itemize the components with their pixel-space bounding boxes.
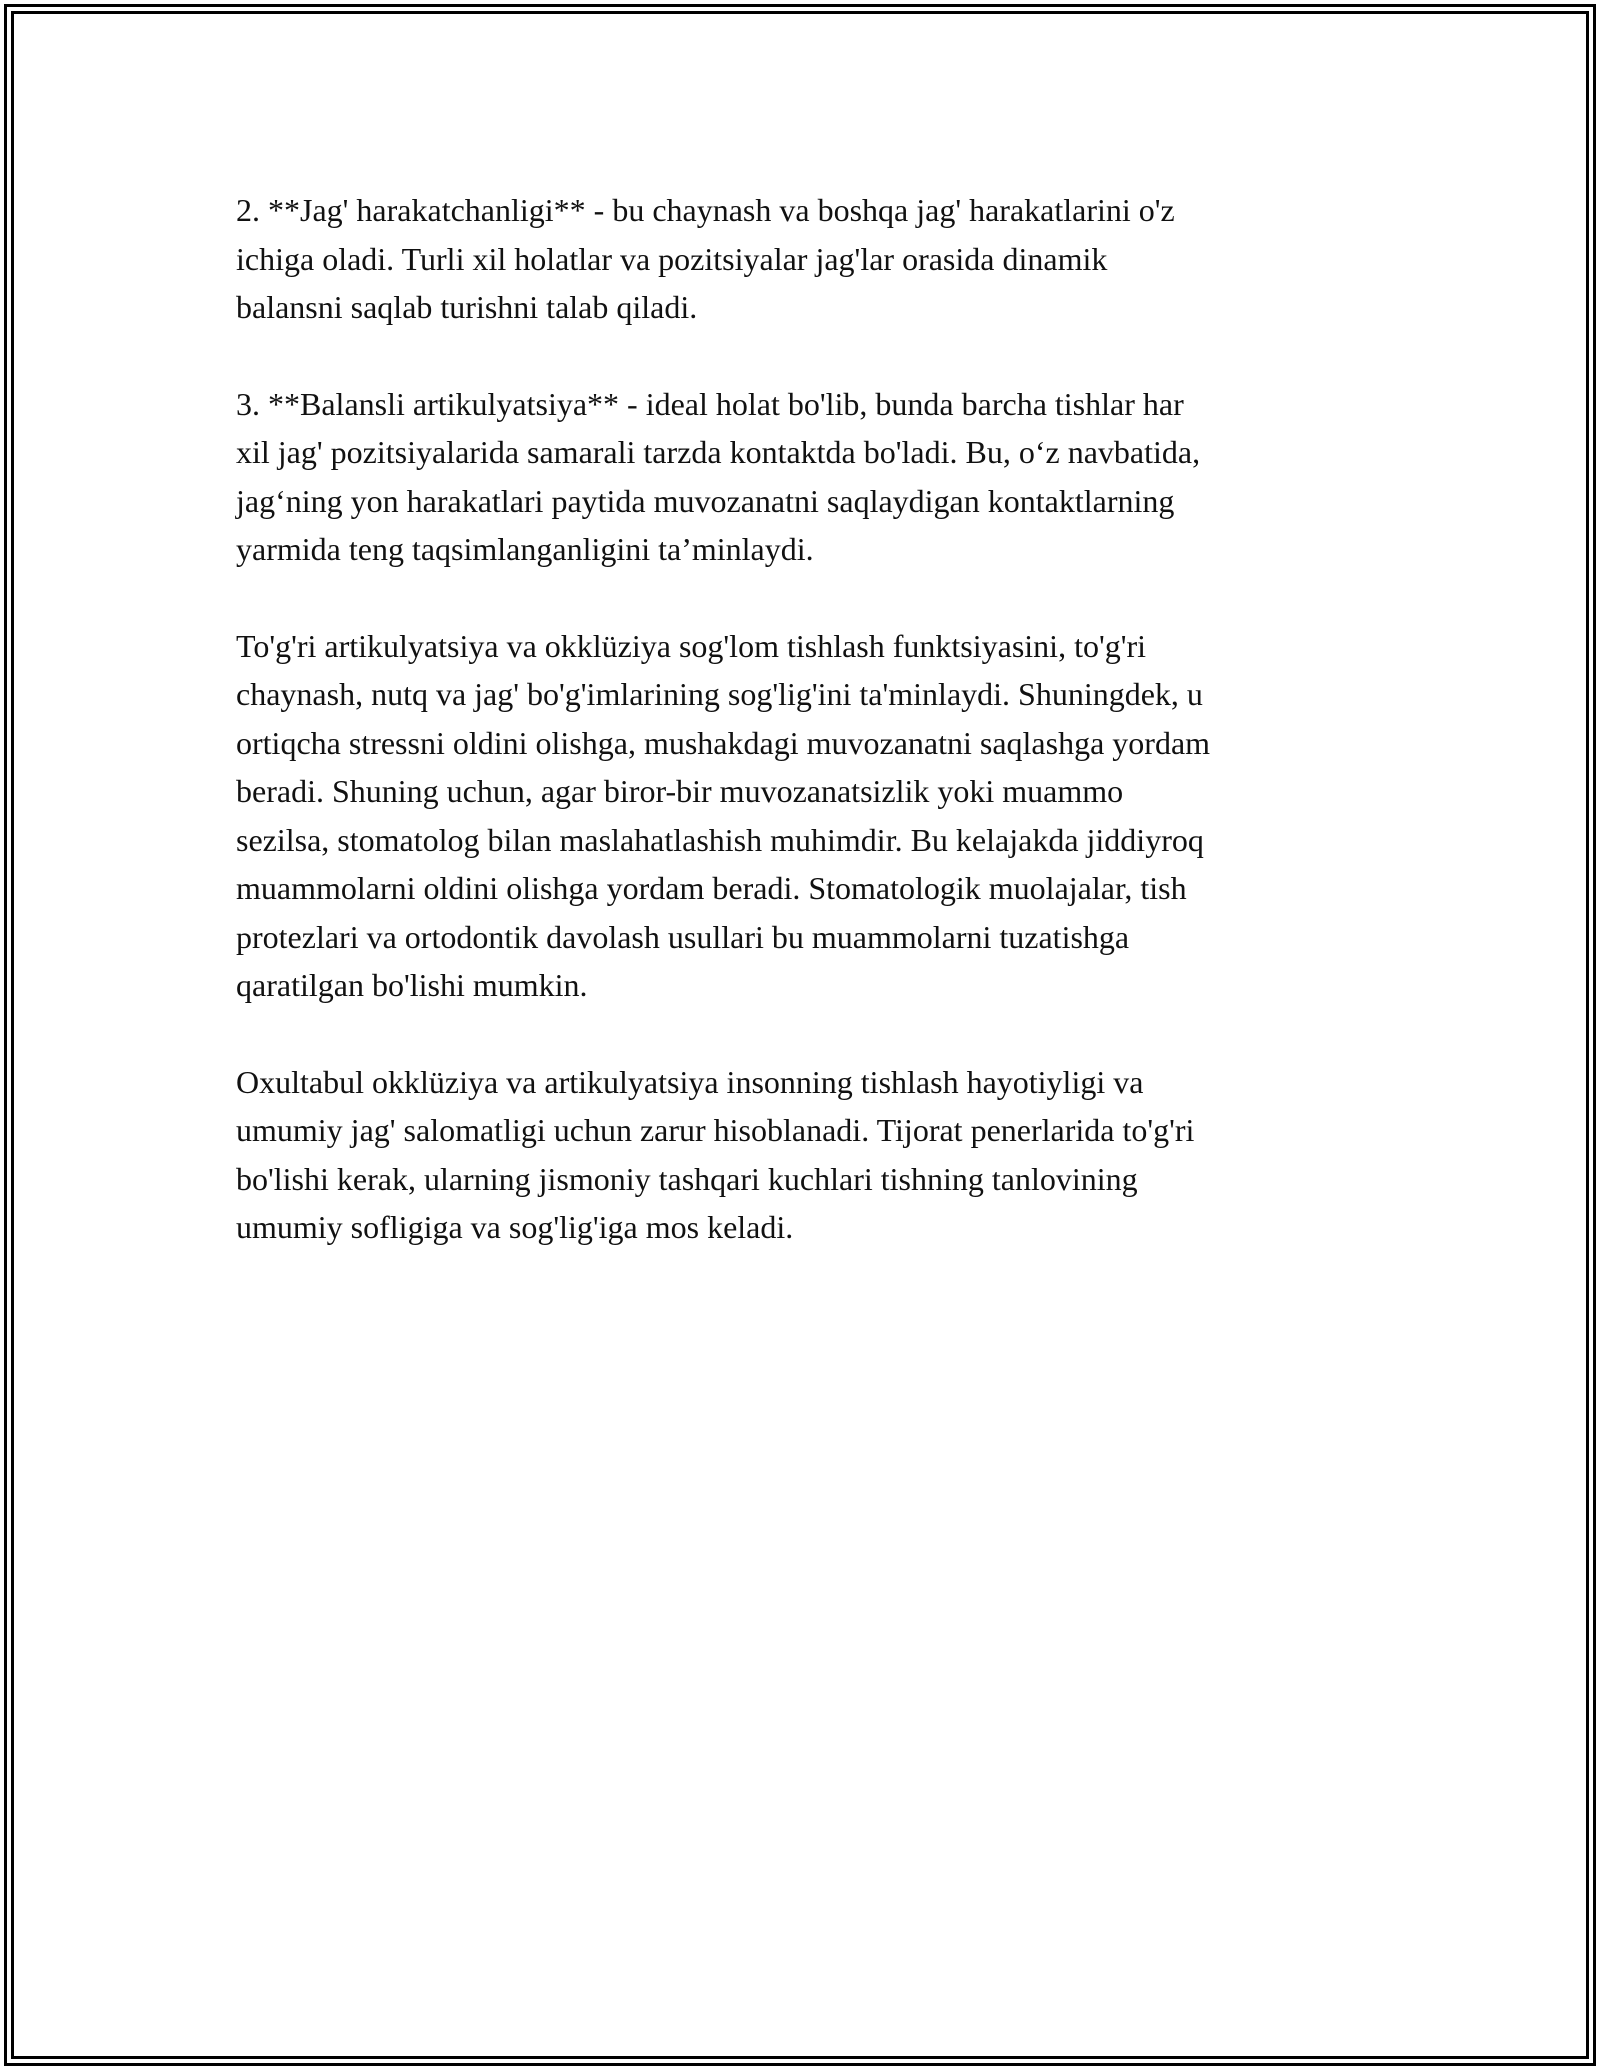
document-body [236,186,1366,1300]
paragraph-correct-occlusion: To'g'ri artikulyatsiya va okklüziya sog'lom tishlash funktsiyasini, to'g'ri chaynash, nutq va jag' bo'g'imlarining sog'lig'ini ta'minlaydi. Shuningdek, u ortiqcha stressni oldini olishga, mushakdagi muvozanatni saqlashga yordam beradi. Shuning uchun, agar biror-bir muvozanatsizlik yoki muammo sezilsa, stomatolog bilan maslahatlashish muhimdir. Bu kelajakda jiddiyroq muammolarni oldini olishga yordam beradi. Stomatologik muolajalar, tish protezlari va ortodontik davolash usullari bu muammolarni tuzatishga qaratilgan bo'lishi mumkin. [236,627,1211,1003]
paragraph-jaw-mobility: 2. **Jag' harakatchanligi** - bu chaynash va boshqa jag' harakatlarini o'z ichiga oladi. Turli xil holatlar va pozitsiyalar jag'lar orasida dinamik balansni saqlab turishni talab qiladi. [236,192,1175,325]
paragraph-balanced-articulation: 3. **Balansli artikulyatsiya** - ideal holat bo'lib, bunda barcha tishlar har xil jag' pozitsiyalarida samarali tarzda kontaktda bo'ladi. Bu, o‘z navbatida, jag‘ning yon harakatlari paytida muvozanatni saqlaydigan kontaktlarning yarmida teng taqsimlanganligini ta’minlaydi. [236,385,1201,567]
paragraph-conclusion: Oxultabul okklüziya va artikulyatsiya insonning tishlash hayotiyligi va umumiy jag' salomatligi uchun zarur hisoblanadi. Tijorat penerlarida to'g'ri bo'lishi kerak, ularning jismoniy tashqari kuchlari tishning tanlovining umumiy sofligiga va sog'lig'iga mos keladi. [236,1063,1195,1245]
